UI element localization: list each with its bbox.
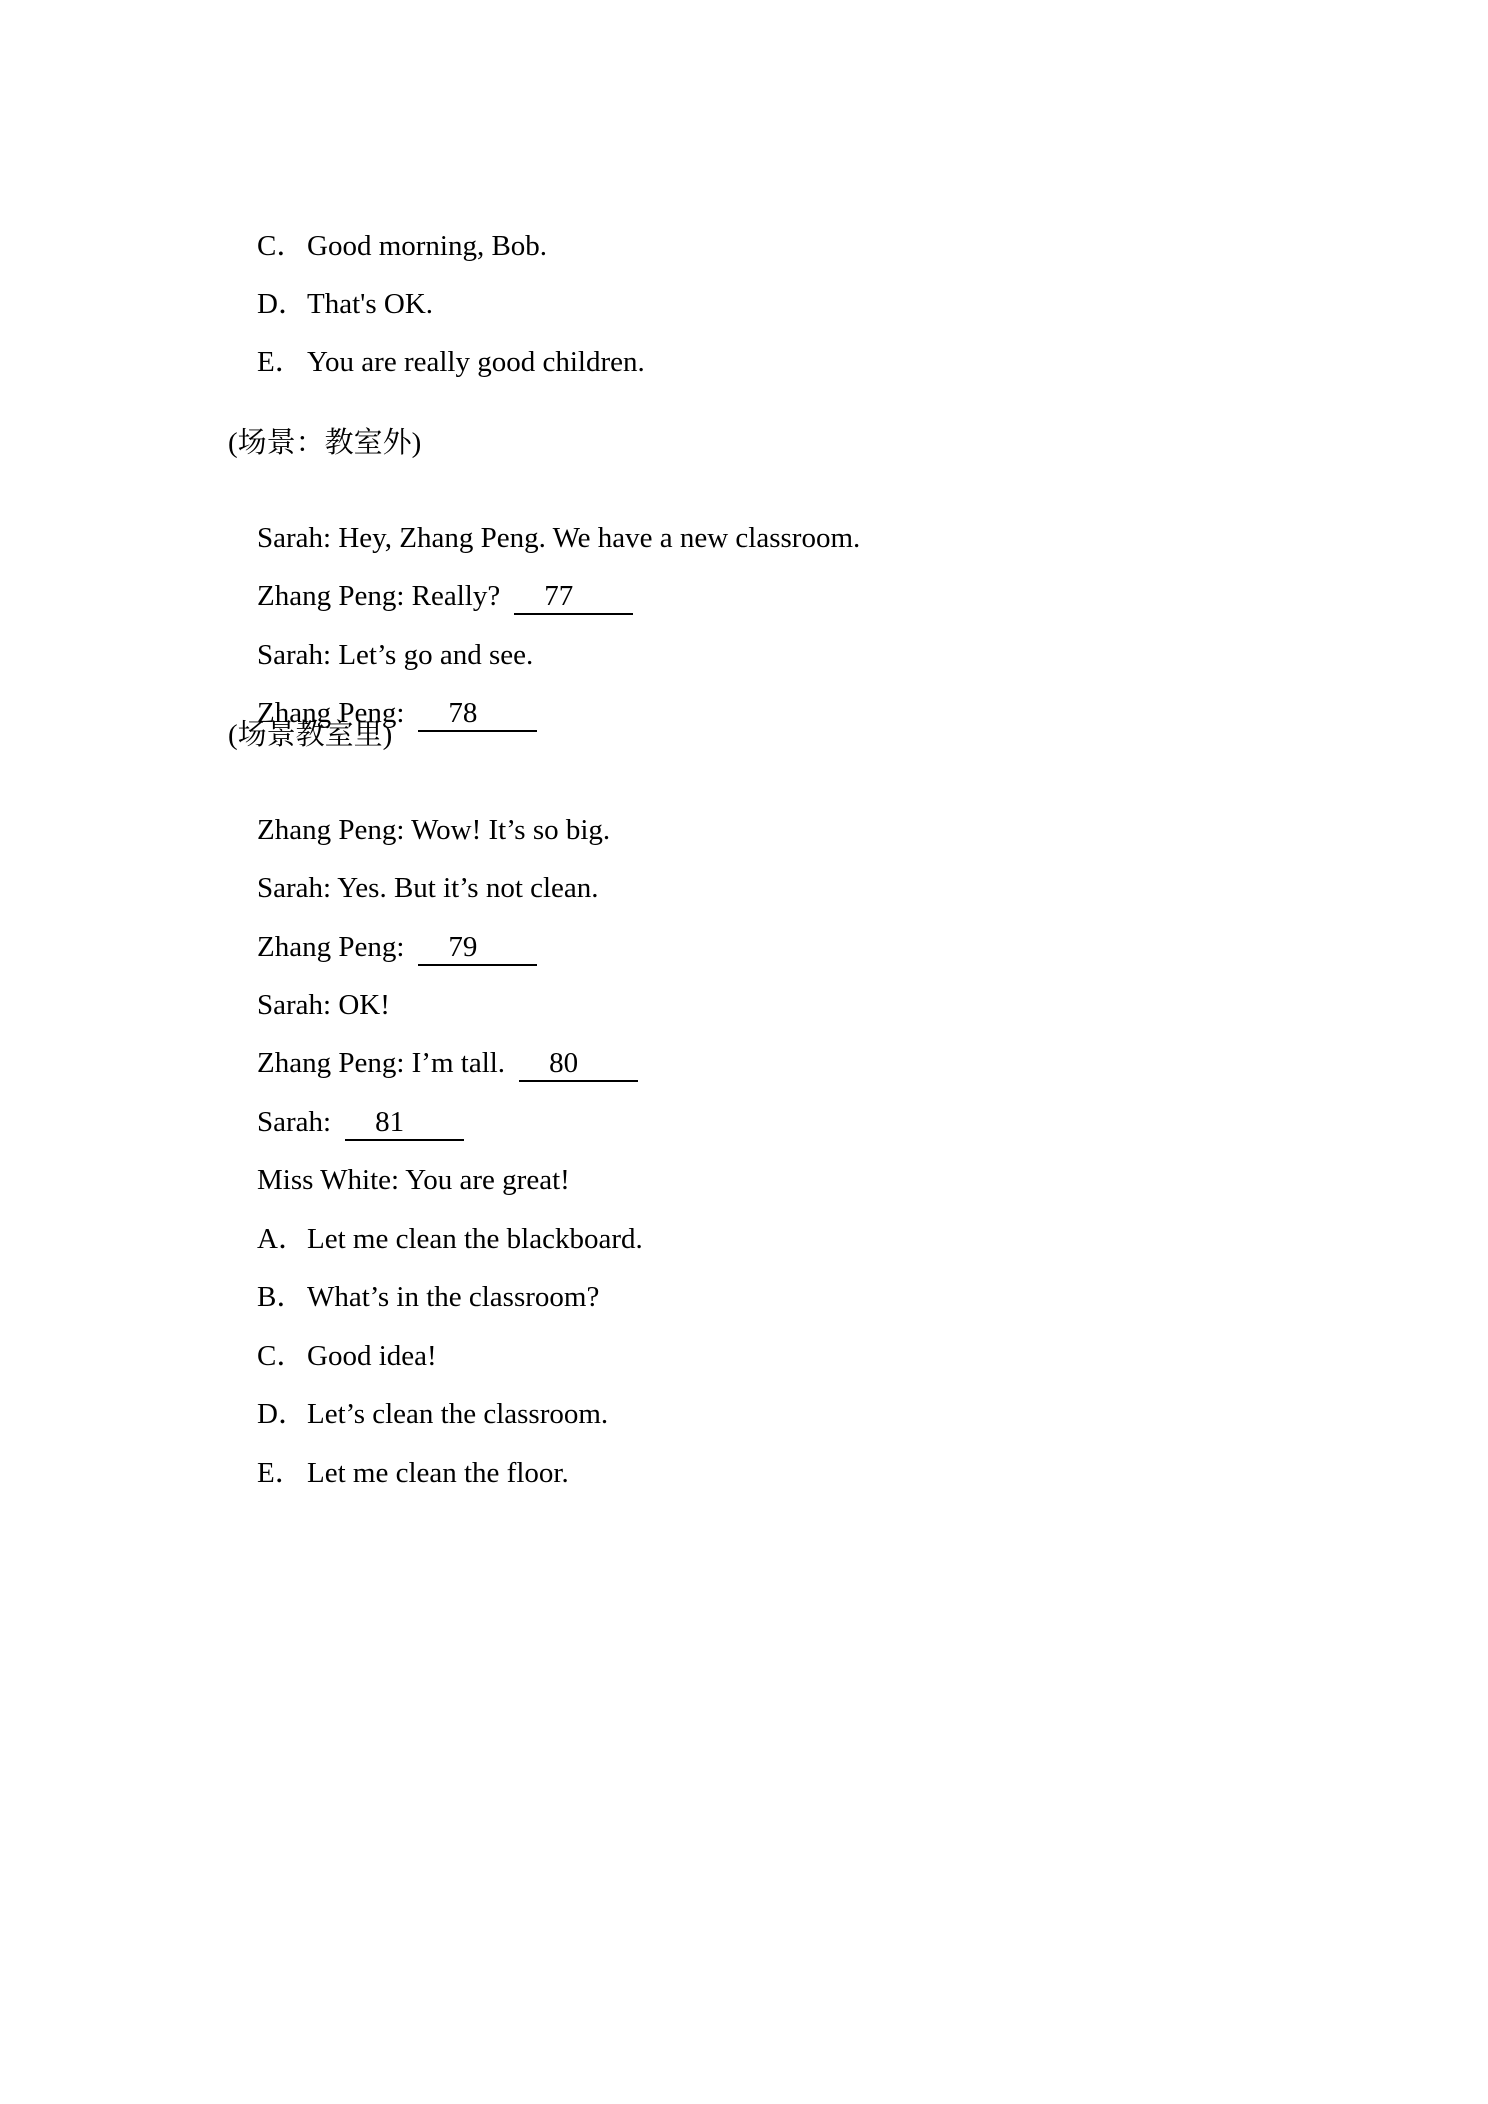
option-e	[228, 308, 645, 416]
dialogue-text: Sarah: OK!	[257, 989, 390, 1021]
dialogue-text: Zhang Peng: Wow! It’s so big.	[257, 814, 611, 846]
option-text: Good morning, Bob.	[307, 230, 548, 262]
answer-blank[interactable]	[519, 1048, 638, 1082]
option-letter: E．	[257, 1457, 304, 1489]
dialogue-text: Miss White: You are great!	[257, 1164, 570, 1196]
blank-number: 81	[375, 1106, 405, 1138]
dialogue-text: Zhang Peng: Really?	[257, 580, 501, 612]
option-letter: D．	[257, 288, 307, 320]
blank-number: 78	[448, 697, 478, 729]
blank-number: 80	[549, 1047, 579, 1079]
option-letter: B．	[257, 1281, 306, 1313]
scene-heading-outside: (场景：教室外)	[228, 427, 422, 459]
blank-number: 79	[448, 931, 478, 963]
option-e	[228, 1419, 569, 1527]
option-text: Let me clean the floor.	[307, 1457, 569, 1489]
dialogue-text: Zhang Peng:	[257, 931, 405, 963]
dialogue-text: Zhang Peng:	[257, 697, 405, 729]
dialogue-text: Sarah: Let’s go and see.	[257, 639, 534, 671]
dialogue-text: Sarah: Yes. But it’s not clean.	[257, 872, 599, 904]
answer-blank[interactable]	[418, 698, 537, 732]
option-letter: D．	[257, 1398, 307, 1430]
option-text: Good idea!	[307, 1340, 437, 1372]
scene-heading-inside: (场景教室里)	[228, 719, 393, 751]
option-text: You are really good children.	[307, 346, 645, 378]
option-text: Let’s clean the classroom.	[307, 1398, 609, 1430]
option-text: What’s in the classroom?	[307, 1281, 600, 1313]
option-letter: C．	[257, 1340, 306, 1372]
dialogue-text: Zhang Peng: I’m tall.	[257, 1047, 506, 1079]
option-text: Let me clean the blackboard.	[307, 1223, 643, 1255]
option-text: That's OK.	[307, 288, 434, 320]
dialogue-text: Sarah:	[257, 1106, 332, 1138]
answer-blank[interactable]	[418, 932, 537, 966]
option-letter: A．	[257, 1223, 307, 1255]
dialogue-text: Sarah: Hey, Zhang Peng. We have a new classroom.	[257, 522, 861, 554]
option-letter: C．	[257, 230, 306, 262]
blank-number: 77	[544, 580, 574, 612]
option-letter: E．	[257, 346, 304, 378]
